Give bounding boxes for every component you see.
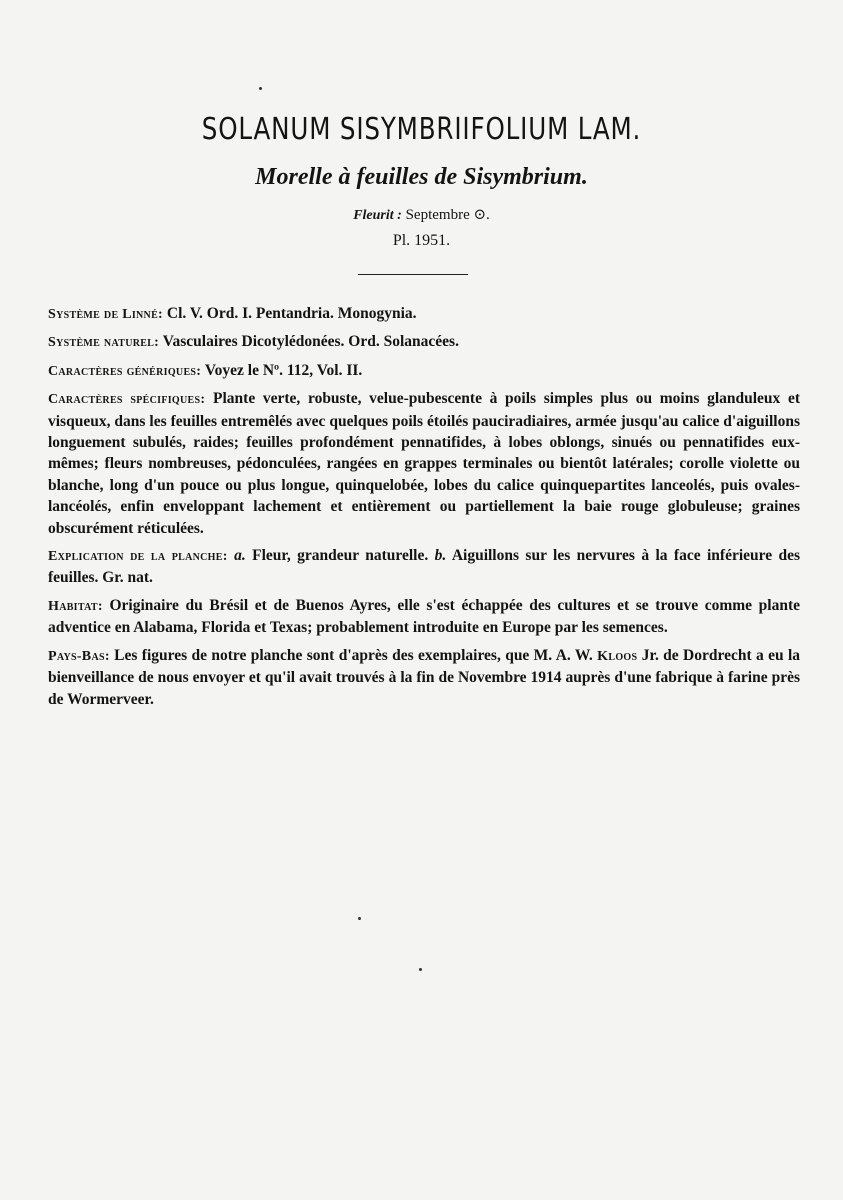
section-text: Plante verte, robuste, velue-pubescente à poils simples plus ou moins glanduleux et visqueux, dans les feuilles entremêlés avec quelques poils étoilés pauciradiaires, armée jusqu'au calice d'aiguillons longuement subulés, raides; feuilles profondément pennatifides, à lobes oblongs, sinués ou pennatifides eux-mêmes; fleurs nombreuses, pédonculées, rangées en grappes terminales ou bientôt latérales; corolle violette ou blanche, long d'un pouce ou plus longue, quinquelobée, lobes du calice quinquepartites lanceolés, puis ovales-lancéolés, enfin enveloppant lachement et entièrement ou partiellement la baie rouge globuleuse; graines obscurément réticulées. — [48, 390, 800, 537]
section-explication — [48, 545, 800, 589]
section-text: Cl. V. Ord. I. Pentandria. Monogynia. — [166, 305, 417, 322]
description-body — [48, 303, 800, 716]
flowering-line — [0, 205, 843, 224]
section-label: Habitat: — [48, 598, 103, 614]
section-label: Pays-Bas: — [48, 648, 110, 664]
section-text: Aiguillons sur les nervures à la face inférieure des feuilles. Gr. nat. — [48, 547, 801, 587]
section-text: Jr. de Dordrecht a eu la bienveillance de nous envoyer et qu'il avait trouvés à la fin de Novembre 1914 auprès d'une fabrique à farine près de Wormerveer. — [48, 646, 801, 708]
speck-mark — [419, 968, 422, 971]
section-paysbas — [48, 645, 800, 710]
section-habitat — [48, 595, 800, 639]
section-label: Système de Linné: — [48, 307, 164, 322]
section-text: Fleur, grandeur naturelle. — [252, 547, 429, 565]
page-title: SOLANUM SISYMBRIIFOLIUM LAM. — [201, 112, 642, 147]
figure-letter-b: b. — [434, 547, 447, 565]
section-text: Les figures de notre planche sont d'après des exemplaires, que M. A. W. — [114, 646, 593, 664]
section-generiques — [48, 360, 800, 382]
section-label: Caractères spécifiques: — [48, 392, 206, 408]
section-naturel — [48, 331, 800, 353]
section-specifiques — [48, 388, 800, 539]
divider — [358, 274, 468, 275]
flowering-label: Fleurit : — [353, 208, 402, 223]
section-text: Originaire du Brésil et de Buenos Ayres, elle s'est échappée des cultures et se trouve comme plante adventice en Alabama, Florida et Texas; probablement introduite en Europe par les semences. — [48, 596, 801, 637]
section-label: Explication de la planche: — [48, 549, 228, 565]
flowering-value: Septembre ⊙. — [405, 207, 490, 223]
section-linne — [48, 303, 800, 325]
speck-mark — [259, 87, 262, 90]
page-subtitle: Morelle à feuilles de Sisymbrium. — [255, 164, 588, 190]
person-name: Kloos — [597, 648, 638, 664]
figure-letter-a: a. — [234, 547, 246, 565]
plate-number: Pl. 1951. — [392, 232, 451, 249]
section-text: Vasculaires Dicotylédonées. Ord. Solanacées. — [162, 333, 459, 351]
section-label: Caractères génériques: — [48, 363, 202, 379]
section-label: Système naturel: — [48, 335, 160, 351]
speck-mark — [358, 917, 361, 920]
section-text: Voyez le Nº. 112, Vol. II. — [204, 361, 363, 379]
